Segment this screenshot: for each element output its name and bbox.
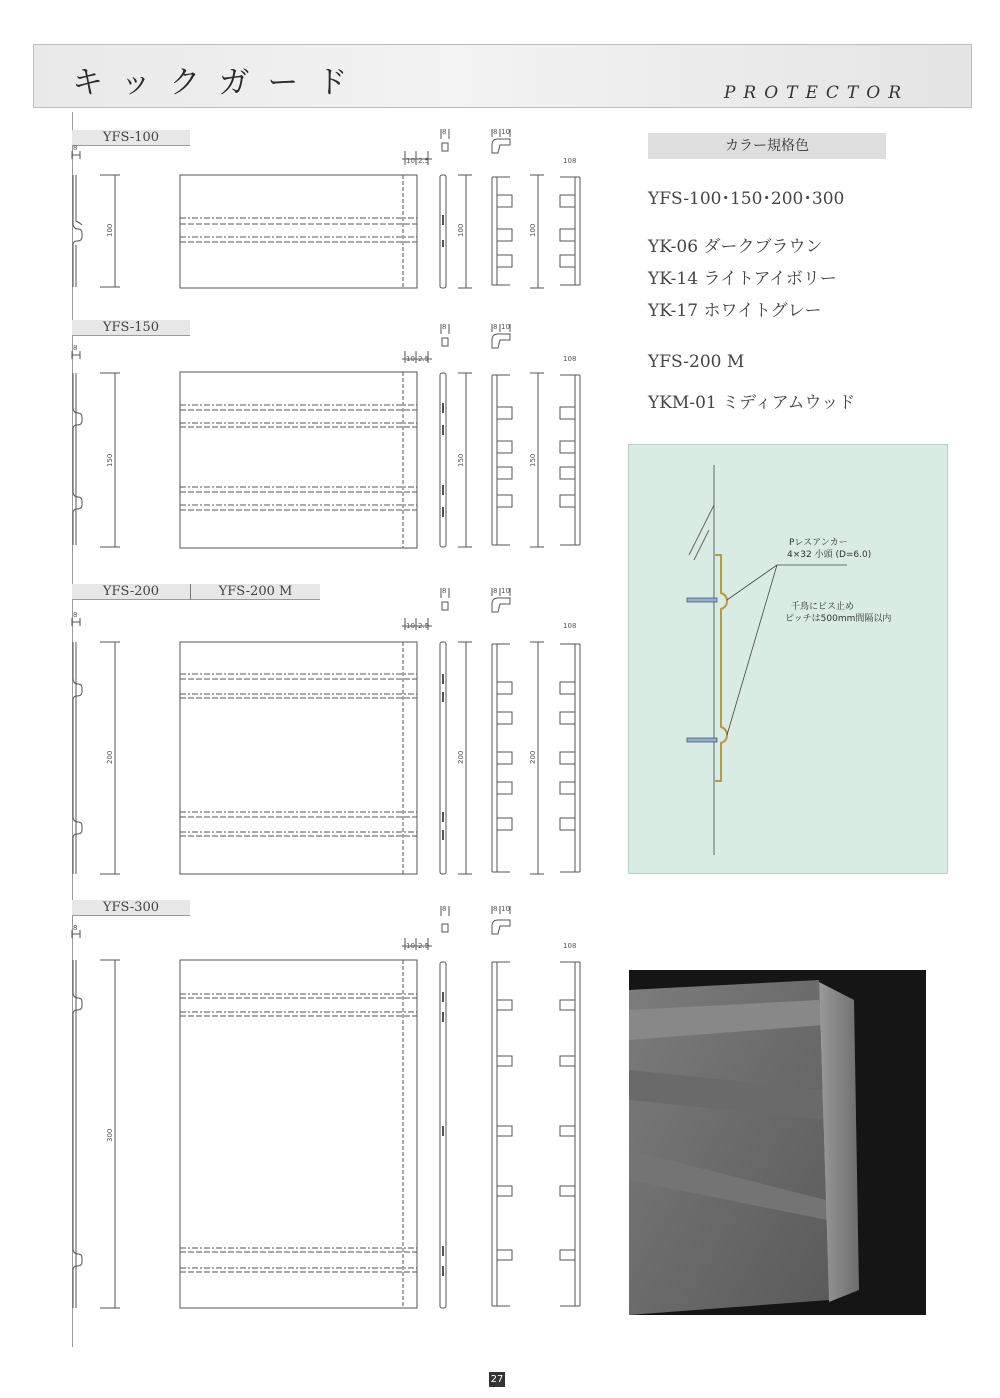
product-photo-svg bbox=[629, 970, 926, 1315]
model-label-yfs300: YFS-300 bbox=[72, 900, 190, 916]
model-label-yfs200: YFS-200 bbox=[72, 584, 190, 600]
dim-text: 10 bbox=[406, 355, 415, 363]
height-text: 150 bbox=[457, 453, 465, 467]
dim-text: 2.5 bbox=[418, 622, 430, 630]
height-text: 100 bbox=[529, 223, 537, 237]
page-number: 27 bbox=[490, 1374, 504, 1385]
dim-text: 10 bbox=[563, 157, 572, 165]
color-spec-line: YK-17 ホワイトグレー bbox=[648, 301, 822, 321]
page-subtitle: PROTECTOR bbox=[723, 83, 909, 103]
page-header bbox=[33, 44, 972, 108]
dim-text: 10 bbox=[406, 942, 415, 950]
color-spec-line: YKM-01 ミディアムウッド bbox=[648, 393, 856, 413]
dim-text: 2.5 bbox=[418, 942, 430, 950]
dim-text: 10 bbox=[501, 128, 510, 136]
dim-text: 2.5 bbox=[418, 157, 430, 165]
install-note: ピッチは500mm間隔以内 bbox=[785, 614, 892, 624]
drawing-yfs100 bbox=[60, 145, 600, 305]
dim-text: 2.5 bbox=[418, 355, 430, 363]
dim-text: 10 bbox=[501, 587, 510, 595]
height-text: 150 bbox=[529, 453, 537, 467]
height-text: 150 bbox=[106, 453, 114, 467]
anchor-label: Pレスアンカー bbox=[789, 538, 848, 548]
dim-text: 10 bbox=[406, 622, 415, 630]
dim-text: 8 bbox=[73, 344, 78, 352]
dim-text: 8 bbox=[442, 128, 447, 136]
height-text: 200 bbox=[457, 750, 465, 764]
model-label-yfs150: YFS-150 bbox=[72, 320, 190, 336]
top-view-icons-yfs300 bbox=[436, 902, 526, 942]
height-text: 100 bbox=[106, 223, 114, 237]
dim-text: 10 bbox=[563, 942, 572, 950]
dim-text: 8 bbox=[442, 905, 447, 913]
model-label-yfs100: YFS-100 bbox=[72, 130, 190, 146]
product-photo bbox=[629, 970, 926, 1315]
installation-diagram bbox=[628, 444, 948, 874]
page-title: キックガード bbox=[72, 65, 366, 101]
drawing-yfs300 bbox=[60, 924, 600, 1325]
height-text: 300 bbox=[106, 1128, 114, 1142]
color-spec-line: YFS-100･150･200･300 bbox=[648, 189, 845, 209]
top-view-icons-yfs100 bbox=[436, 125, 526, 165]
dim-text: 8 bbox=[442, 323, 447, 331]
dim-text: 8 bbox=[493, 587, 498, 595]
dim-text: 10 bbox=[563, 355, 572, 363]
dim-text: 8 bbox=[572, 157, 577, 165]
drawing-yfs200 bbox=[60, 612, 600, 882]
height-text: 200 bbox=[106, 750, 114, 764]
dim-text: 8 bbox=[572, 355, 577, 363]
dim-text: 10 bbox=[406, 157, 415, 165]
anchor-spec: 4×32 小頭 (D=6.0) bbox=[787, 550, 872, 560]
color-spec-line: YK-14 ライトアイボリー bbox=[648, 269, 837, 289]
dim-text: 8 bbox=[73, 144, 78, 152]
dim-text: 8 bbox=[493, 905, 498, 913]
dim-text: 8 bbox=[442, 587, 447, 595]
install-note: 千鳥にビス止め bbox=[791, 602, 855, 612]
color-spec-line: YFS-200 M bbox=[648, 352, 745, 372]
dim-text: 8 bbox=[493, 323, 498, 331]
dim-text: 8 bbox=[572, 622, 577, 630]
dim-text: 10 bbox=[563, 622, 572, 630]
height-text: 100 bbox=[457, 223, 465, 237]
dim-text: 8 bbox=[493, 128, 498, 136]
drawing-yfs150 bbox=[60, 345, 600, 560]
color-spec-line: YK-06 ダークブラウン bbox=[648, 237, 823, 257]
color-spec-heading: カラー規格色 bbox=[648, 133, 886, 159]
dim-text: 8 bbox=[73, 611, 78, 619]
dim-text: 8 bbox=[572, 942, 577, 950]
top-view-icons-yfs200 bbox=[436, 584, 526, 624]
dim-text: 10 bbox=[501, 323, 510, 331]
installation-svg bbox=[629, 445, 947, 873]
top-view-icons-yfs150 bbox=[436, 320, 526, 360]
dim-text: 10 bbox=[501, 905, 510, 913]
dim-text: 8 bbox=[73, 924, 78, 932]
height-text: 200 bbox=[529, 750, 537, 764]
model-label-yfs200m: YFS-200 M bbox=[190, 584, 320, 600]
